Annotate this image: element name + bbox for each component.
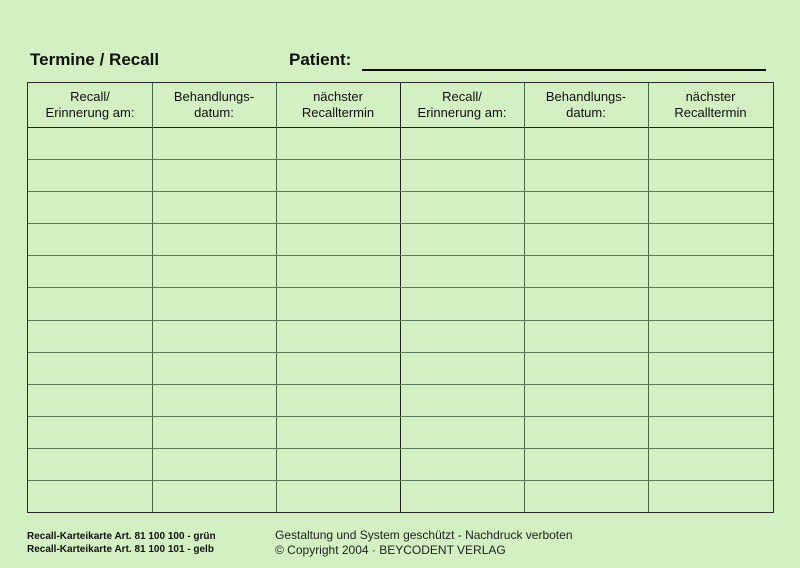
column-header-recall-date: Recall/ Erinnerung am: [45, 89, 135, 120]
table-cell[interactable] [648, 320, 773, 352]
table-cell[interactable] [152, 448, 276, 480]
table-cell[interactable] [524, 480, 648, 512]
table-cell[interactable] [276, 287, 400, 319]
table-cell[interactable] [524, 352, 648, 384]
table-cell[interactable] [400, 223, 524, 255]
table-cell[interactable] [28, 416, 152, 448]
recall-table [27, 82, 774, 513]
table-cell[interactable] [648, 127, 773, 159]
table-cell[interactable] [152, 352, 276, 384]
table-cell[interactable] [152, 320, 276, 352]
table-cell[interactable] [276, 416, 400, 448]
table-cell[interactable] [648, 448, 773, 480]
table-cell[interactable] [400, 448, 524, 480]
table-cell[interactable] [28, 448, 152, 480]
copyright-line: © Copyright 2004 · BEYCODENT VERLAG [275, 543, 506, 557]
table-cell[interactable] [28, 191, 152, 223]
table-cell[interactable] [276, 255, 400, 287]
table-cell[interactable] [400, 352, 524, 384]
table-cell[interactable] [152, 255, 276, 287]
table-cell[interactable] [648, 287, 773, 319]
table-cell[interactable] [400, 320, 524, 352]
table-cell[interactable] [400, 255, 524, 287]
table-cell[interactable] [524, 448, 648, 480]
table-cell[interactable] [152, 384, 276, 416]
table-cell[interactable] [152, 480, 276, 512]
table-cell[interactable] [28, 255, 152, 287]
table-cell[interactable] [524, 416, 648, 448]
table-cell[interactable] [524, 159, 648, 191]
table-cell[interactable] [276, 223, 400, 255]
table-cell[interactable] [400, 159, 524, 191]
column-header-recall-date-2: Recall/ Erinnerung am: [417, 89, 507, 120]
table-cell[interactable] [524, 223, 648, 255]
table-cell[interactable] [152, 191, 276, 223]
table-cell[interactable] [400, 384, 524, 416]
table-cell[interactable] [276, 480, 400, 512]
table-cell[interactable] [400, 287, 524, 319]
table-cell[interactable] [152, 416, 276, 448]
table-cell[interactable] [648, 191, 773, 223]
table-cell[interactable] [400, 127, 524, 159]
table-cell[interactable] [648, 352, 773, 384]
table-cell[interactable] [276, 191, 400, 223]
column-header-next-recall: nächster Recalltermin [301, 89, 375, 120]
product-line-green: Recall-Karteikarte Art. 81 100 100 - grün [27, 531, 216, 542]
table-cell[interactable] [28, 480, 152, 512]
table-cell[interactable] [524, 127, 648, 159]
table-cell[interactable] [152, 223, 276, 255]
table-cell[interactable] [28, 223, 152, 255]
table-cell[interactable] [152, 127, 276, 159]
table-cell[interactable] [276, 384, 400, 416]
table-cell[interactable] [648, 416, 773, 448]
table-cell[interactable] [28, 352, 152, 384]
card-title: Termine / Recall [30, 50, 160, 69]
table-cell[interactable] [648, 255, 773, 287]
column-header-treatment-date: Behandlungs- datum: [173, 89, 255, 120]
table-cell[interactable] [400, 416, 524, 448]
product-line-yellow: Recall-Karteikarte Art. 81 100 101 - gelb [27, 544, 214, 555]
table-cell[interactable] [28, 384, 152, 416]
table-cell[interactable] [648, 384, 773, 416]
table-cell[interactable] [28, 159, 152, 191]
table-cell[interactable] [152, 287, 276, 319]
table-cell[interactable] [400, 191, 524, 223]
column-header-treatment-date-2: Behandlungs- datum: [545, 89, 627, 120]
table-cell[interactable] [400, 480, 524, 512]
table-cell[interactable] [524, 320, 648, 352]
product-info [27, 530, 216, 556]
table-cell[interactable] [524, 191, 648, 223]
table-cell[interactable] [276, 159, 400, 191]
table-cell[interactable] [152, 159, 276, 191]
table-cell[interactable] [524, 384, 648, 416]
table-cell[interactable] [28, 127, 152, 159]
column-header-next-recall-2: nächster Recalltermin [674, 89, 747, 120]
table-cell[interactable] [648, 480, 773, 512]
table-cell[interactable] [524, 255, 648, 287]
table-cell[interactable] [648, 159, 773, 191]
copyright-notice: Gestaltung und System geschützt - Nachdruck verboten [275, 528, 573, 542]
table-cell[interactable] [648, 223, 773, 255]
table-cell[interactable] [524, 287, 648, 319]
table-cell[interactable] [276, 320, 400, 352]
table-cell[interactable] [276, 448, 400, 480]
table-cell[interactable] [28, 287, 152, 319]
table-cell[interactable] [276, 352, 400, 384]
copyright-info [275, 528, 573, 558]
table-cell[interactable] [276, 127, 400, 159]
table-cell[interactable] [28, 320, 152, 352]
patient-label: Patient: [289, 50, 352, 69]
patient-name-field[interactable] [362, 69, 766, 71]
